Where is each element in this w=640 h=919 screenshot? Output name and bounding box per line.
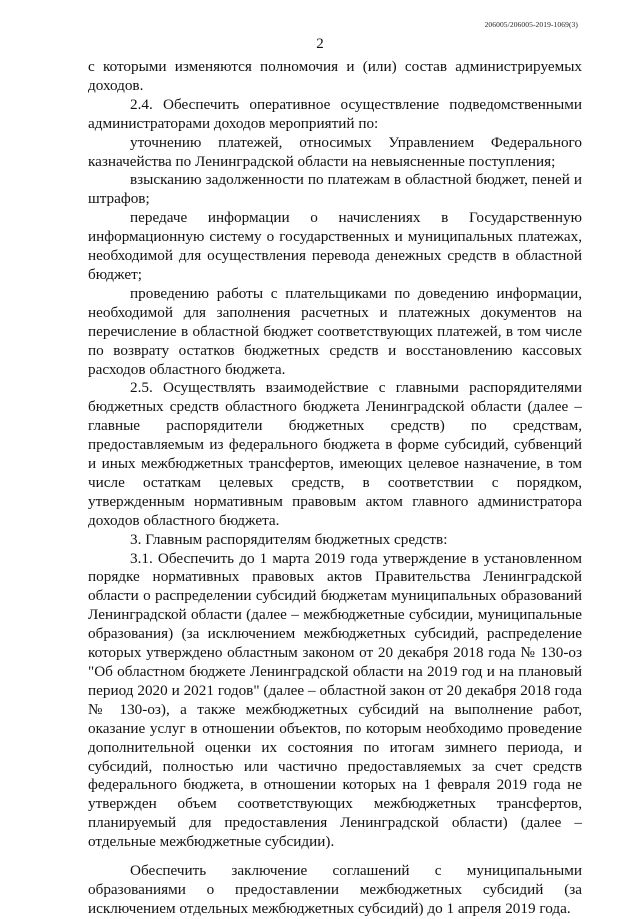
paragraph-continuation: с которыми изменяются полномочия и (или) состав администрируемых доходов. — [88, 58, 582, 94]
paragraph-agreements: Обеспечить заключение соглашений с муниципальными образованиями о предоставлении межбюджетных субсидий (за исключением отдельных межбюджетных субсидий) до 1 апреля 2019 года. — [88, 862, 582, 917]
paragraph-payer-work: проведению работы с плательщиками по доведению информации, необходимой для заполнения расчетных и платежных документов на перечисление в областной бюджет соответствующих платежей, в том числе по возврату остатков бюджетных средств и восстановлению кассовых расходов областного бюджета. — [88, 284, 582, 378]
paragraph-2-5: 2.5. Осуществлять взаимодействие с главными распорядителями бюджетных средств областного бюджета Ленинградской области (далее – главные распорядители бюджетных средств) по средствам, предоставляемым из федерального бюджета в форме субсидий, субвенций и иных межбюджетных трансфертов, имеющих целевое назначение, в том числе остаткам целевых средств, в соответствии с порядком, утвержденным нормативным правовым актом главного администратора доходов областного бюджета. — [88, 379, 582, 529]
paragraph-3-1: 3.1. Обеспечить до 1 марта 2019 года утверждение в установленном порядке нормативных правовых актов Правительства Ленинградской области о распределении субсидий бюджетам муниципальных образований Ленинградской области (далее – межбюджетные субсидии, муниципальные образования) (за исключением межбюджетных субсидий, распределение которых утверждено областным законом от 20 декабря 2018 года № 130-оз "Об областном бюджете Ленинградской области на 2019 год и на плановый период 2020 и 2021 годов" (далее – областной закон от 20 декабря 2018 года № 130-оз), а также межбюджетных субсидий на выполнение работ, оказание услуг в отношении объектов, по которым необходимо проведение дополнительной оценки их состояния по итогам зимнего периода, и субсидий, полностью или частично предоставляемых за счет средств федерального бюджета, в отношении которых на 1 февраля 2019 года не утвержден объем соответствующих межбюджетных трансфертов, планируемый для предоставления Ленинградской области) (далее – отдельные межбюджетные субсидии). — [88, 549, 582, 851]
paragraph-info-transfer: передаче информации о начислениях в Государственную информационную систему о государственных и муниципальных платежах, необходимой для осуществления перевода денежных средств в областной бюджет; — [88, 209, 582, 283]
paragraph-3: 3. Главным распорядителям бюджетных средств: — [130, 530, 448, 548]
page-number: 2 — [316, 36, 324, 52]
paragraph-clarification: уточнению платежей, относимых Управлением Федерального казначейства по Ленинградской области на невыясненные поступления; — [88, 133, 582, 170]
paragraph-debt-collection: взысканию задолженности по платежам в областной бюджет, пеней и штрафов; — [88, 171, 582, 208]
document-body — [88, 58, 582, 919]
paragraph-2-4: 2.4. Обеспечить оперативное осуществление подведомственными администраторами доходов мероприятий по: — [88, 95, 582, 132]
document-id: 206005/206005-2019-1069(3) — [484, 20, 578, 29]
